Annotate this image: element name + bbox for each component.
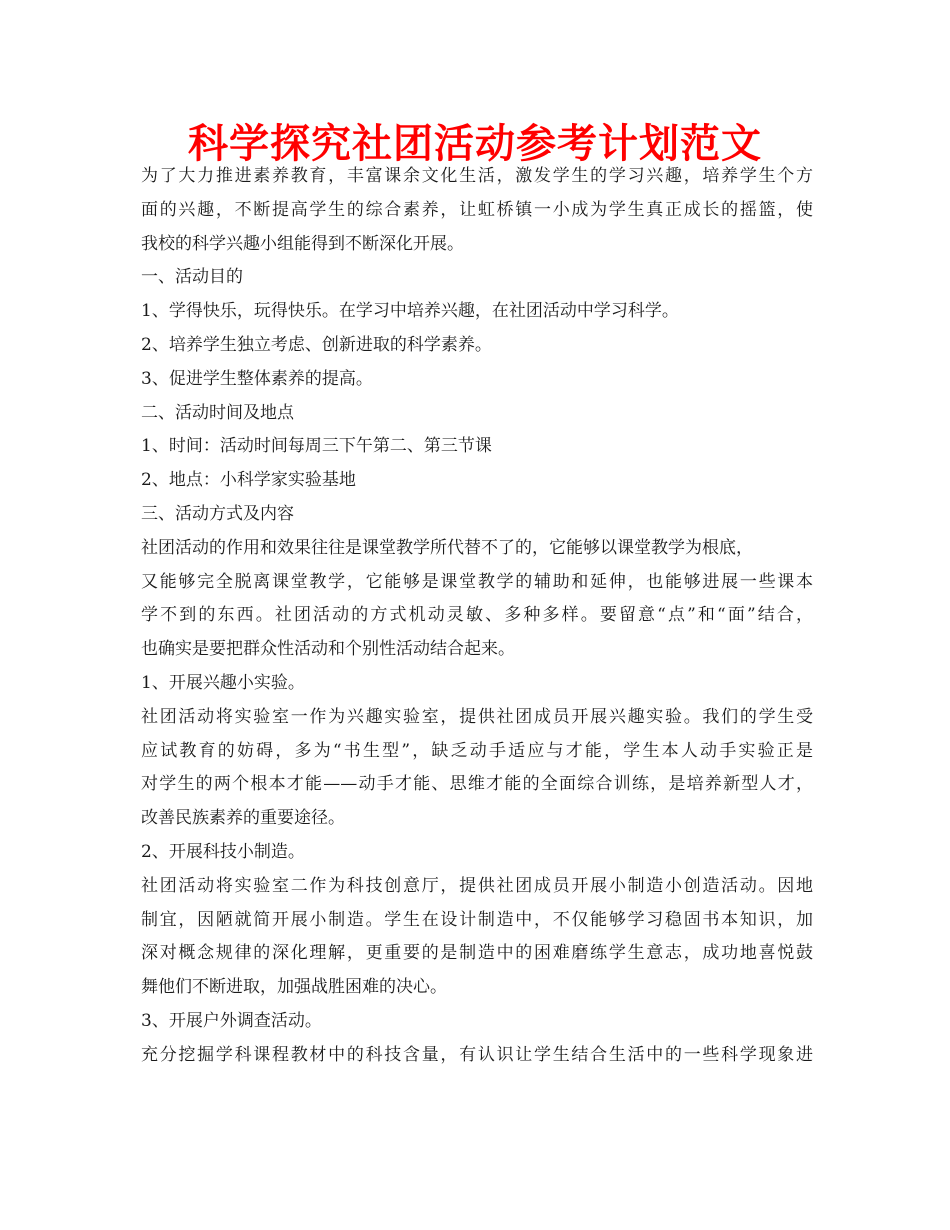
- text-line: 二、活动时间及地点: [141, 402, 294, 423]
- text-line: 对学生的两个根本才能——动手才能、思维才能的全面综合训练，是培养新型人才，: [141, 774, 813, 795]
- text-line: 又能够完全脱离课堂教学，它能够是课堂教学的辅助和延伸，也能够进展一些课本: [141, 571, 813, 592]
- text-line: 也确实是要把群众性活动和个别性活动结合起来。: [141, 639, 515, 660]
- text-line: 充分挖掘学科课程教材中的科技含量，有认识让学生结合生活中的一些科学现象进: [141, 1044, 813, 1065]
- text-line: 1、开展兴趣小实验。: [141, 672, 305, 693]
- text-line: 制宜，因陋就简开展小制造。学生在设计制造中，不仅能够学习稳固书本知识，加: [141, 909, 813, 930]
- text-line: 社团活动将实验室一作为兴趣实验室，提供社团成员开展兴趣实验。我们的学生受: [141, 706, 813, 727]
- text-line: 面的兴趣，不断提高学生的综合素养，让虹桥镇一小成为学生真正成长的摇篮，使: [141, 199, 813, 220]
- text-line: 社团活动将实验室二作为科技创意厅，提供社团成员开展小制造小创造活动。因地: [141, 875, 813, 896]
- text-line: 改善民族素养的重要途径。: [141, 808, 345, 829]
- text-line: 我校的科学兴趣小组能得到不断深化开展。: [141, 233, 464, 254]
- text-line: 学不到的东西。社团活动的方式机动灵敏、多种多样。要留意“点”和“面”结合，: [141, 605, 813, 626]
- text-line: 舞他们不断进取，加强战胜困难的决心。: [141, 977, 447, 998]
- text-line: 2、培养学生独立考虑、创新进取的科学素养。: [141, 334, 492, 355]
- document-title: 科学探究社团活动参考计划范文: [188, 121, 762, 167]
- text-line: 为了大力推进素养教育，丰富课余文化生活，激发学生的学习兴趣，培养学生个方: [141, 166, 813, 186]
- text-line: 社团活动的作用和效果往往是课堂教学所代替不了的，它能够以课堂教学为根底，: [141, 537, 753, 558]
- text-line: 3、开展户外调查活动。: [141, 1010, 322, 1031]
- document-body: [141, 160, 813, 1073]
- text-line: 三、活动方式及内容: [141, 503, 294, 524]
- text-line: 1、学得快乐，玩得快乐。在学习中培养兴趣，在社团活动中学习科学。: [141, 301, 679, 322]
- text-line: 3、促进学生整体素养的提高。: [141, 368, 373, 389]
- text-line: 2、地点：小科学家实验基地: [141, 470, 356, 491]
- text-line: 应试教育的妨碍，多为“书生型”，缺乏动手适应与才能，学生本人动手实验正是: [141, 740, 813, 761]
- text-line: 1、时间：活动时间每周三下午第二、第三节课: [141, 436, 492, 457]
- text-line: 深对概念规律的深化理解，更重要的是制造中的困难磨练学生意志，成功地喜悦鼓: [141, 943, 813, 964]
- text-line: 一、活动目的: [141, 267, 243, 288]
- text-line: 2、开展科技小制造。: [141, 841, 305, 862]
